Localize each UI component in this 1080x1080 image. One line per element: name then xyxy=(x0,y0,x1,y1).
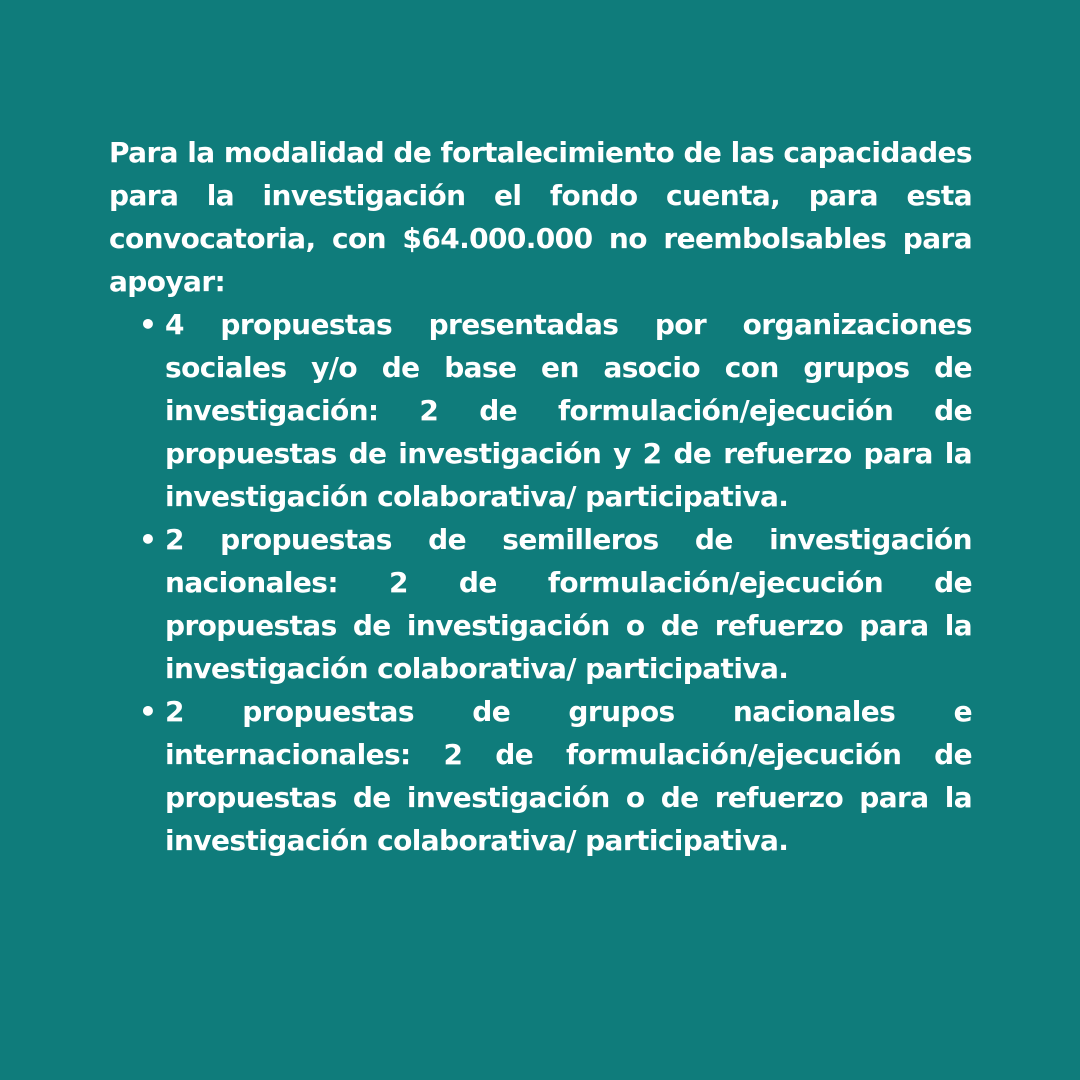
list-item xyxy=(109,303,972,518)
list-item-text: 2 propuestas de grupos nacionales e internacionales: 2 de formulación/ejecución de propuestas de investigación o de refuerzo para la investigación colaborativa/ participativa. xyxy=(165,695,972,857)
intro-paragraph: Para la modalidad de fortalecimiento de las capacidades para la investigación el fondo cuenta, para esta convocatoria, con $64.000.000 no reembolsables para apoyar: xyxy=(109,136,972,298)
list-item xyxy=(109,518,972,690)
bullet-icon: • xyxy=(139,523,157,556)
list-item-text: 4 propuestas presentadas por organizaciones sociales y/o de base en asocio con grupos de investigación: 2 de formulación/ejecución de propuestas de investigación y 2 de refuerzo para la investigación colaborativa/ participativa. xyxy=(165,308,972,513)
bullet-icon: • xyxy=(139,695,157,728)
list-item xyxy=(109,690,972,862)
text-block xyxy=(109,131,972,862)
proposal-list xyxy=(109,303,972,862)
bullet-icon: • xyxy=(139,308,157,341)
list-item-text: 2 propuestas de semilleros de investigación nacionales: 2 de formulación/ejecución de propuestas de investigación o de refuerzo para la investigación colaborativa/ participativa. xyxy=(165,523,972,685)
